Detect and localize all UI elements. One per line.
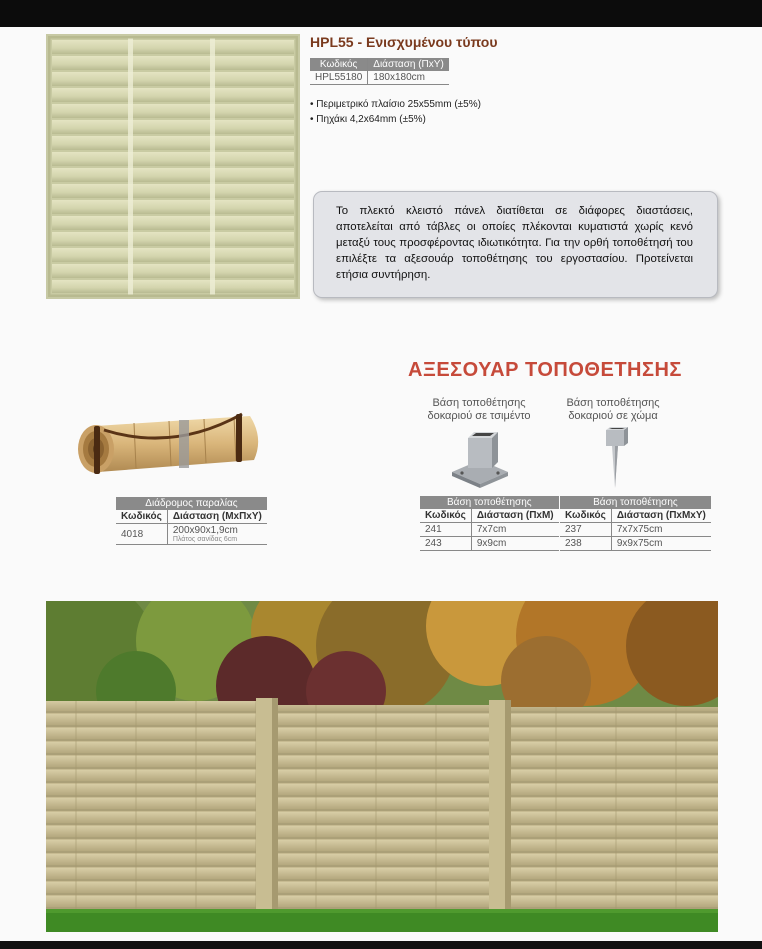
description-text: Το πλεκτό κλειστό πάνελ διατίθεται σε διάφορες διαστάσεις, αποτελείται από τάβλες οι οποίες πλέκονται κυματιστά χωρίς κενό μεταξύ τους προσφέροντας ιδιωτικότητα. Για την ορθή τοποθέτησή του επιλέξτε τα αξεσουάρ τοποθέτησης του εργοστασίου. Προτείνεται ετήσια συντήρηση. <box>336 205 693 281</box>
cell-dim: 180x180cm <box>368 71 449 85</box>
cell-code: HPL55180 <box>310 71 368 85</box>
cell-code: 243 <box>420 537 471 551</box>
col-code-header: Κωδικός <box>420 509 471 523</box>
caption-line: δοκαριού σε χώμα <box>568 410 658 422</box>
product-title: HPL55 - Ενισχυμένου τύπου <box>310 34 498 50</box>
table-row <box>420 537 559 551</box>
dim-value: 200x90x1,9cm <box>172 525 238 536</box>
cell-dim: 7x7cm <box>471 523 558 537</box>
description-box <box>313 191 718 298</box>
top-bar <box>0 0 762 27</box>
ground-spec <box>560 496 711 551</box>
table-title: Βάση τοποθέτησης <box>560 496 711 509</box>
ground-spike-image <box>600 426 630 495</box>
cell-dim: 9x9x75cm <box>611 537 711 551</box>
col-code-header: Κωδικός <box>310 58 368 71</box>
table-title: Βάση τοποθέτησης <box>420 496 559 509</box>
woven-panel-image <box>46 34 300 299</box>
cell-code: 237 <box>560 523 611 537</box>
table-row <box>116 524 267 545</box>
fence-photo <box>46 601 718 932</box>
col-dim-header: Διάσταση (ΠxΥ) <box>368 58 449 71</box>
walkway-title: Διάδρομος παραλίας <box>116 497 267 510</box>
cell-dim: 7x7x75cm <box>611 523 711 537</box>
table-row <box>560 537 711 551</box>
bottom-bar <box>0 941 762 949</box>
cell-code: 238 <box>560 537 611 551</box>
walkway-spec <box>116 497 267 545</box>
ground-caption <box>548 397 678 423</box>
caption-line: Βάση τοποθέτησης <box>566 397 660 409</box>
concrete-base-image <box>448 426 512 495</box>
table-row <box>560 523 711 537</box>
bullet-item: • Περιμετρικό πλαίσιο 25x55mm (±5%) <box>310 97 481 112</box>
col-code-header: Κωδικός <box>560 509 611 523</box>
concrete-spec <box>420 496 559 551</box>
col-dim-header: Διάσταση (ΜxΠxΥ) <box>167 510 267 524</box>
cell-code: 4018 <box>116 524 167 545</box>
table-row <box>420 523 559 537</box>
caption-line: Βάση τοποθέτησης <box>432 397 526 409</box>
dim-note: Πλάτος σανίδας 6cm <box>172 536 238 543</box>
product-bullets <box>310 97 481 127</box>
cell-dim: 9x9cm <box>471 537 558 551</box>
caption-line: δοκαριού σε τσιμέντο <box>427 410 531 422</box>
walkway-roll-image <box>74 408 266 485</box>
col-dim-header: Διάσταση (ΠxΜxΥ) <box>611 509 711 523</box>
col-dim-header: Διάσταση (ΠxΜ) <box>471 509 558 523</box>
cell-code: 241 <box>420 523 471 537</box>
col-code-header: Κωδικός <box>116 510 167 524</box>
product-spec-table <box>310 58 449 85</box>
cell-dim <box>167 524 267 545</box>
bullet-item: • Πηχάκι 4,2x64mm (±5%) <box>310 112 481 127</box>
accessories-heading: ΑΞΕΣΟΥΑΡ ΤΟΠΟΘΕΤΗΣΗΣ <box>408 359 682 381</box>
table-row <box>310 71 449 85</box>
concrete-caption <box>414 397 544 423</box>
